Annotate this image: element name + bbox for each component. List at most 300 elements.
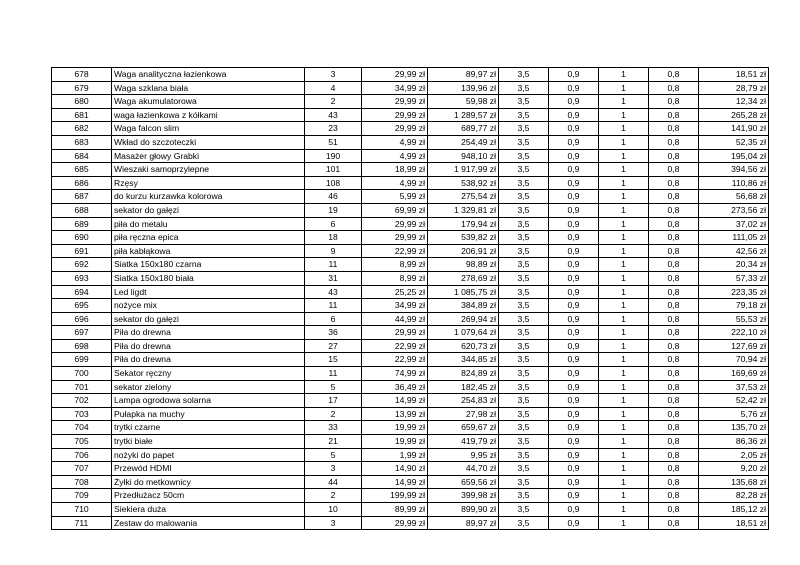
cell-id: 710 xyxy=(52,503,112,517)
cell-quantity: 23 xyxy=(305,122,362,136)
cell-total-value: 1 289,57 zł xyxy=(428,108,499,122)
cell-factor-c: 1 xyxy=(599,68,649,82)
cell-factor-a: 3,5 xyxy=(499,407,549,421)
cell-id: 691 xyxy=(52,244,112,258)
cell-factor-c: 1 xyxy=(599,108,649,122)
cell-factor-d: 0,8 xyxy=(649,516,699,530)
cell-product-name: sekator do gałęzi xyxy=(112,203,305,217)
cell-factor-b: 0,9 xyxy=(549,394,599,408)
table-row xyxy=(52,394,769,408)
table-row xyxy=(52,339,769,353)
cell-factor-b: 0,9 xyxy=(549,353,599,367)
cell-factor-c: 1 xyxy=(599,462,649,476)
cell-factor-c: 1 xyxy=(599,435,649,449)
cell-factor-a: 3,5 xyxy=(499,339,549,353)
cell-factor-a: 3,5 xyxy=(499,203,549,217)
cell-id: 693 xyxy=(52,271,112,285)
cell-factor-d: 0,8 xyxy=(649,217,699,231)
cell-factor-a: 3,5 xyxy=(499,285,549,299)
cell-unit-price: 29,99 zł xyxy=(362,231,428,245)
cell-quantity: 10 xyxy=(305,503,362,517)
cell-product-name: sekator zielony xyxy=(112,380,305,394)
cell-result: 42,56 zł xyxy=(699,244,769,258)
cell-unit-price: 29,99 zł xyxy=(362,68,428,82)
cell-product-name: Masażer głowy Grabki xyxy=(112,149,305,163)
cell-product-name: trytki czarne xyxy=(112,421,305,435)
cell-id: 682 xyxy=(52,122,112,136)
cell-factor-a: 3,5 xyxy=(499,190,549,204)
cell-quantity: 31 xyxy=(305,271,362,285)
cell-id: 703 xyxy=(52,407,112,421)
cell-result: 28,79 zł xyxy=(699,81,769,95)
cell-result: 195,04 zł xyxy=(699,149,769,163)
cell-factor-b: 0,9 xyxy=(549,81,599,95)
cell-factor-b: 0,9 xyxy=(549,203,599,217)
cell-factor-a: 3,5 xyxy=(499,312,549,326)
cell-factor-c: 1 xyxy=(599,231,649,245)
cell-unit-price: 36,49 zł xyxy=(362,380,428,394)
cell-quantity: 3 xyxy=(305,516,362,530)
cell-factor-a: 3,5 xyxy=(499,462,549,476)
cell-total-value: 89,97 zł xyxy=(428,516,499,530)
cell-unit-price: 22,99 zł xyxy=(362,353,428,367)
cell-factor-d: 0,8 xyxy=(649,176,699,190)
cell-result: 169,69 zł xyxy=(699,367,769,381)
cell-factor-d: 0,8 xyxy=(649,81,699,95)
cell-factor-a: 3,5 xyxy=(499,217,549,231)
cell-factor-a: 3,5 xyxy=(499,81,549,95)
cell-unit-price: 13,99 zł xyxy=(362,407,428,421)
cell-total-value: 1 085,75 zł xyxy=(428,285,499,299)
table-row xyxy=(52,258,769,272)
cell-total-value: 419,79 zł xyxy=(428,435,499,449)
cell-factor-c: 1 xyxy=(599,176,649,190)
cell-result: 394,56 zł xyxy=(699,163,769,177)
cell-factor-d: 0,8 xyxy=(649,203,699,217)
cell-unit-price: 22,99 zł xyxy=(362,244,428,258)
cell-factor-a: 3,5 xyxy=(499,489,549,503)
cell-unit-price: 29,99 zł xyxy=(362,516,428,530)
cell-factor-d: 0,8 xyxy=(649,353,699,367)
cell-quantity: 21 xyxy=(305,435,362,449)
cell-factor-c: 1 xyxy=(599,244,649,258)
table-row xyxy=(52,68,769,82)
cell-factor-d: 0,8 xyxy=(649,190,699,204)
cell-product-name: piła do metalu xyxy=(112,217,305,231)
table-row xyxy=(52,176,769,190)
cell-result: 79,18 zł xyxy=(699,299,769,313)
cell-unit-price: 14,90 zł xyxy=(362,462,428,476)
table-row xyxy=(52,271,769,285)
cell-total-value: 539,82 zł xyxy=(428,231,499,245)
cell-factor-a: 3,5 xyxy=(499,353,549,367)
cell-total-value: 1 079,64 zł xyxy=(428,326,499,340)
cell-total-value: 620,73 zł xyxy=(428,339,499,353)
cell-factor-b: 0,9 xyxy=(549,149,599,163)
cell-unit-price: 18,99 zł xyxy=(362,163,428,177)
cell-id: 697 xyxy=(52,326,112,340)
cell-factor-b: 0,9 xyxy=(549,135,599,149)
cell-product-name: trytki białe xyxy=(112,435,305,449)
cell-factor-d: 0,8 xyxy=(649,122,699,136)
cell-total-value: 659,67 zł xyxy=(428,421,499,435)
cell-factor-b: 0,9 xyxy=(549,163,599,177)
cell-factor-c: 1 xyxy=(599,217,649,231)
cell-factor-a: 3,5 xyxy=(499,326,549,340)
cell-factor-b: 0,9 xyxy=(549,339,599,353)
cell-quantity: 3 xyxy=(305,462,362,476)
cell-total-value: 139,96 zł xyxy=(428,81,499,95)
cell-factor-b: 0,9 xyxy=(549,258,599,272)
cell-quantity: 2 xyxy=(305,95,362,109)
cell-factor-a: 3,5 xyxy=(499,122,549,136)
cell-product-name: waga łazienkowa z kółkami xyxy=(112,108,305,122)
cell-total-value: 179,94 zł xyxy=(428,217,499,231)
cell-result: 37,53 zł xyxy=(699,380,769,394)
table-row xyxy=(52,435,769,449)
cell-unit-price: 34,99 zł xyxy=(362,81,428,95)
cell-factor-a: 3,5 xyxy=(499,95,549,109)
cell-product-name: Lampa ogrodowa solarna xyxy=(112,394,305,408)
cell-factor-b: 0,9 xyxy=(549,231,599,245)
cell-quantity: 2 xyxy=(305,489,362,503)
cell-factor-d: 0,8 xyxy=(649,312,699,326)
cell-factor-d: 0,8 xyxy=(649,326,699,340)
table-row xyxy=(52,299,769,313)
cell-factor-d: 0,8 xyxy=(649,503,699,517)
cell-total-value: 9,95 zł xyxy=(428,448,499,462)
cell-factor-a: 3,5 xyxy=(499,244,549,258)
cell-factor-b: 0,9 xyxy=(549,475,599,489)
cell-id: 695 xyxy=(52,299,112,313)
cell-total-value: 182,45 zł xyxy=(428,380,499,394)
table-row xyxy=(52,203,769,217)
cell-factor-c: 1 xyxy=(599,122,649,136)
cell-factor-c: 1 xyxy=(599,339,649,353)
cell-total-value: 254,49 zł xyxy=(428,135,499,149)
cell-factor-b: 0,9 xyxy=(549,448,599,462)
cell-factor-b: 0,9 xyxy=(549,407,599,421)
cell-factor-b: 0,9 xyxy=(549,312,599,326)
cell-product-name: Piła do drewna xyxy=(112,353,305,367)
cell-factor-a: 3,5 xyxy=(499,149,549,163)
cell-factor-b: 0,9 xyxy=(549,285,599,299)
cell-total-value: 1 917,99 zł xyxy=(428,163,499,177)
cell-result: 111,05 zł xyxy=(699,231,769,245)
cell-id: 690 xyxy=(52,231,112,245)
cell-result: 52,42 zł xyxy=(699,394,769,408)
cell-quantity: 27 xyxy=(305,339,362,353)
cell-factor-a: 3,5 xyxy=(499,503,549,517)
cell-result: 20,34 zł xyxy=(699,258,769,272)
cell-id: 711 xyxy=(52,516,112,530)
cell-quantity: 190 xyxy=(305,149,362,163)
cell-quantity: 108 xyxy=(305,176,362,190)
cell-quantity: 18 xyxy=(305,231,362,245)
cell-id: 704 xyxy=(52,421,112,435)
table-row xyxy=(52,407,769,421)
cell-factor-d: 0,8 xyxy=(649,380,699,394)
cell-id: 699 xyxy=(52,353,112,367)
cell-id: 686 xyxy=(52,176,112,190)
cell-product-name: Piła do drewna xyxy=(112,339,305,353)
cell-factor-a: 3,5 xyxy=(499,516,549,530)
cell-factor-d: 0,8 xyxy=(649,285,699,299)
cell-id: 706 xyxy=(52,448,112,462)
cell-quantity: 5 xyxy=(305,380,362,394)
cell-id: 696 xyxy=(52,312,112,326)
cell-id: 678 xyxy=(52,68,112,82)
cell-factor-a: 3,5 xyxy=(499,108,549,122)
cell-factor-c: 1 xyxy=(599,299,649,313)
cell-id: 694 xyxy=(52,285,112,299)
cell-result: 141,90 zł xyxy=(699,122,769,136)
cell-id: 679 xyxy=(52,81,112,95)
cell-factor-a: 3,5 xyxy=(499,163,549,177)
cell-quantity: 3 xyxy=(305,68,362,82)
cell-factor-a: 3,5 xyxy=(499,367,549,381)
cell-factor-b: 0,9 xyxy=(549,380,599,394)
cell-quantity: 5 xyxy=(305,448,362,462)
table-row xyxy=(52,489,769,503)
cell-factor-c: 1 xyxy=(599,81,649,95)
table-row xyxy=(52,163,769,177)
cell-result: 52,35 zł xyxy=(699,135,769,149)
cell-product-name: Siatka 150x180 biała xyxy=(112,271,305,285)
cell-result: 265,28 zł xyxy=(699,108,769,122)
cell-quantity: 9 xyxy=(305,244,362,258)
cell-product-name: nożyce mix xyxy=(112,299,305,313)
cell-id: 705 xyxy=(52,435,112,449)
cell-id: 698 xyxy=(52,339,112,353)
cell-total-value: 538,92 zł xyxy=(428,176,499,190)
cell-result: 70,94 zł xyxy=(699,353,769,367)
cell-factor-c: 1 xyxy=(599,285,649,299)
cell-unit-price: 69,99 zł xyxy=(362,203,428,217)
cell-factor-b: 0,9 xyxy=(549,244,599,258)
cell-factor-d: 0,8 xyxy=(649,135,699,149)
cell-factor-c: 1 xyxy=(599,135,649,149)
cell-factor-a: 3,5 xyxy=(499,394,549,408)
cell-total-value: 269,94 zł xyxy=(428,312,499,326)
table-row xyxy=(52,503,769,517)
cell-factor-b: 0,9 xyxy=(549,367,599,381)
cell-unit-price: 29,99 zł xyxy=(362,95,428,109)
cell-factor-b: 0,9 xyxy=(549,326,599,340)
table-row xyxy=(52,81,769,95)
cell-factor-a: 3,5 xyxy=(499,176,549,190)
table-row xyxy=(52,231,769,245)
cell-id: 702 xyxy=(52,394,112,408)
cell-factor-a: 3,5 xyxy=(499,421,549,435)
cell-id: 692 xyxy=(52,258,112,272)
cell-factor-b: 0,9 xyxy=(549,489,599,503)
cell-factor-b: 0,9 xyxy=(549,122,599,136)
cell-factor-b: 0,9 xyxy=(549,271,599,285)
cell-quantity: 36 xyxy=(305,326,362,340)
cell-unit-price: 89,99 zł xyxy=(362,503,428,517)
cell-product-name: Żyłki do metkownicy xyxy=(112,475,305,489)
cell-factor-a: 3,5 xyxy=(499,271,549,285)
cell-quantity: 17 xyxy=(305,394,362,408)
table-row xyxy=(52,326,769,340)
cell-total-value: 384,89 zł xyxy=(428,299,499,313)
cell-product-name: Waga falcon slim xyxy=(112,122,305,136)
cell-quantity: 19 xyxy=(305,203,362,217)
cell-product-name: Wkład do szczoteczki xyxy=(112,135,305,149)
cell-product-name: piła kabłąkowa xyxy=(112,244,305,258)
cell-result: 135,70 zł xyxy=(699,421,769,435)
cell-product-name: nożyki do papet xyxy=(112,448,305,462)
table-row xyxy=(52,135,769,149)
cell-unit-price: 14,99 zł xyxy=(362,475,428,489)
cell-id: 708 xyxy=(52,475,112,489)
cell-factor-d: 0,8 xyxy=(649,367,699,381)
cell-unit-price: 4,99 zł xyxy=(362,149,428,163)
cell-unit-price: 4,99 zł xyxy=(362,135,428,149)
cell-unit-price: 34,99 zł xyxy=(362,299,428,313)
table-row xyxy=(52,516,769,530)
cell-factor-c: 1 xyxy=(599,421,649,435)
cell-product-name: sekator do gałęzi xyxy=(112,312,305,326)
cell-quantity: 2 xyxy=(305,407,362,421)
cell-factor-c: 1 xyxy=(599,190,649,204)
table-row xyxy=(52,108,769,122)
cell-factor-c: 1 xyxy=(599,326,649,340)
cell-factor-d: 0,8 xyxy=(649,271,699,285)
cell-factor-b: 0,9 xyxy=(549,503,599,517)
cell-factor-a: 3,5 xyxy=(499,135,549,149)
table-body xyxy=(52,68,769,530)
cell-product-name: Piła do drewna xyxy=(112,326,305,340)
cell-factor-c: 1 xyxy=(599,380,649,394)
cell-factor-b: 0,9 xyxy=(549,516,599,530)
table-row xyxy=(52,285,769,299)
table-row xyxy=(52,244,769,258)
cell-unit-price: 5,99 zł xyxy=(362,190,428,204)
cell-id: 683 xyxy=(52,135,112,149)
cell-factor-d: 0,8 xyxy=(649,244,699,258)
cell-total-value: 278,69 zł xyxy=(428,271,499,285)
products-table xyxy=(51,67,769,530)
cell-result: 37,02 zł xyxy=(699,217,769,231)
cell-factor-c: 1 xyxy=(599,503,649,517)
cell-factor-c: 1 xyxy=(599,367,649,381)
cell-total-value: 59,98 zł xyxy=(428,95,499,109)
cell-product-name: Pułapka na muchy xyxy=(112,407,305,421)
cell-factor-d: 0,8 xyxy=(649,339,699,353)
cell-quantity: 101 xyxy=(305,163,362,177)
cell-unit-price: 8,99 zł xyxy=(362,271,428,285)
cell-quantity: 11 xyxy=(305,258,362,272)
cell-unit-price: 14,99 zł xyxy=(362,394,428,408)
cell-result: 110,86 zł xyxy=(699,176,769,190)
cell-quantity: 51 xyxy=(305,135,362,149)
cell-unit-price: 29,99 zł xyxy=(362,108,428,122)
cell-unit-price: 22,99 zł xyxy=(362,339,428,353)
table-row xyxy=(52,217,769,231)
cell-factor-c: 1 xyxy=(599,475,649,489)
cell-factor-c: 1 xyxy=(599,489,649,503)
cell-result: 56,68 zł xyxy=(699,190,769,204)
cell-product-name: Zestaw do malowania xyxy=(112,516,305,530)
table-row xyxy=(52,421,769,435)
cell-factor-d: 0,8 xyxy=(649,258,699,272)
cell-product-name: Siatka 150x180 czarna xyxy=(112,258,305,272)
cell-result: 2,05 zł xyxy=(699,448,769,462)
cell-product-name: Waga analityczna łazienkowa xyxy=(112,68,305,82)
table-row xyxy=(52,149,769,163)
cell-factor-c: 1 xyxy=(599,271,649,285)
cell-quantity: 6 xyxy=(305,217,362,231)
cell-factor-c: 1 xyxy=(599,258,649,272)
cell-product-name: Wieszaki samoprzylepne xyxy=(112,163,305,177)
cell-unit-price: 8,99 zł xyxy=(362,258,428,272)
cell-unit-price: 29,99 zł xyxy=(362,122,428,136)
cell-total-value: 948,10 zł xyxy=(428,149,499,163)
cell-unit-price: 29,99 zł xyxy=(362,217,428,231)
cell-total-value: 89,97 zł xyxy=(428,68,499,82)
cell-quantity: 11 xyxy=(305,367,362,381)
table-row xyxy=(52,353,769,367)
cell-factor-c: 1 xyxy=(599,203,649,217)
cell-total-value: 399,98 zł xyxy=(428,489,499,503)
cell-total-value: 98,89 zł xyxy=(428,258,499,272)
cell-product-name: Sekator ręczny xyxy=(112,367,305,381)
cell-factor-c: 1 xyxy=(599,353,649,367)
table-row xyxy=(52,462,769,476)
cell-quantity: 43 xyxy=(305,285,362,299)
cell-id: 700 xyxy=(52,367,112,381)
cell-id: 680 xyxy=(52,95,112,109)
cell-unit-price: 44,99 zł xyxy=(362,312,428,326)
cell-unit-price: 29,99 zł xyxy=(362,326,428,340)
cell-result: 273,56 zł xyxy=(699,203,769,217)
cell-result: 18,51 zł xyxy=(699,68,769,82)
cell-factor-c: 1 xyxy=(599,407,649,421)
cell-quantity: 4 xyxy=(305,81,362,95)
cell-id: 689 xyxy=(52,217,112,231)
cell-quantity: 33 xyxy=(305,421,362,435)
cell-factor-a: 3,5 xyxy=(499,299,549,313)
cell-product-name: piła ręczna epica xyxy=(112,231,305,245)
table-row xyxy=(52,475,769,489)
cell-factor-d: 0,8 xyxy=(649,462,699,476)
cell-unit-price: 25,25 zł xyxy=(362,285,428,299)
cell-factor-b: 0,9 xyxy=(549,176,599,190)
cell-total-value: 275,54 zł xyxy=(428,190,499,204)
cell-factor-c: 1 xyxy=(599,448,649,462)
cell-result: 135,68 zł xyxy=(699,475,769,489)
cell-result: 9,20 zł xyxy=(699,462,769,476)
cell-total-value: 1 329,81 zł xyxy=(428,203,499,217)
cell-quantity: 6 xyxy=(305,312,362,326)
cell-product-name: Rzęsy xyxy=(112,176,305,190)
spreadsheet-page xyxy=(51,67,769,530)
cell-unit-price: 19,99 zł xyxy=(362,421,428,435)
cell-total-value: 27,98 zł xyxy=(428,407,499,421)
cell-factor-b: 0,9 xyxy=(549,108,599,122)
cell-factor-b: 0,9 xyxy=(549,435,599,449)
cell-quantity: 44 xyxy=(305,475,362,489)
table-row xyxy=(52,190,769,204)
cell-total-value: 689,77 zł xyxy=(428,122,499,136)
cell-total-value: 899,90 zł xyxy=(428,503,499,517)
cell-factor-c: 1 xyxy=(599,312,649,326)
cell-result: 55,53 zł xyxy=(699,312,769,326)
cell-result: 12,34 zł xyxy=(699,95,769,109)
cell-factor-d: 0,8 xyxy=(649,394,699,408)
